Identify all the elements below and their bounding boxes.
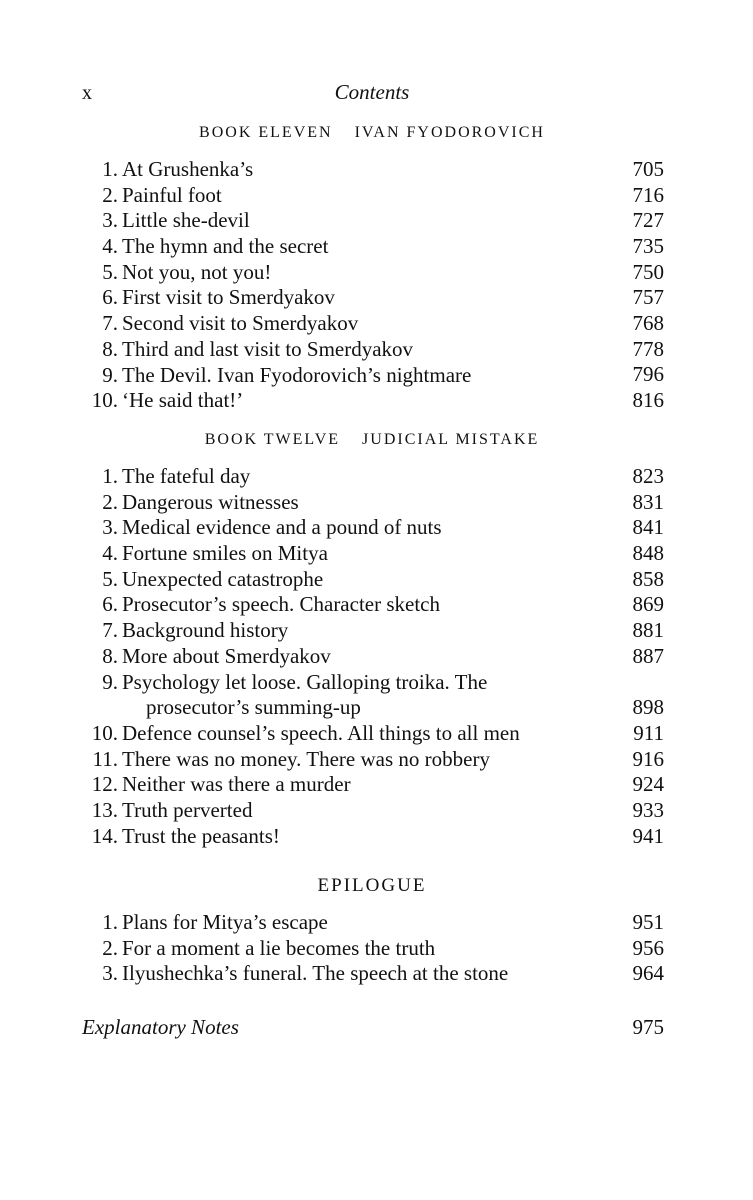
toc-entry [82, 183, 664, 209]
chapter-number: 9. [102, 669, 118, 694]
explanatory-notes-label: Explanatory Notes [82, 1015, 239, 1039]
book-eleven-heading [82, 124, 662, 142]
toc-entry [82, 363, 664, 389]
chapter-number: 8. [102, 643, 118, 668]
toc-entry [82, 567, 664, 593]
chapter-page-number: 951 [632, 909, 664, 934]
toc-entry [82, 208, 664, 234]
chapter-title-text: Painful foot [122, 182, 222, 207]
book-eleven-title: IVAN FYODOROVICH [354, 124, 545, 141]
toc-entry [82, 721, 664, 747]
book-eleven-label: BOOK ELEVEN [199, 124, 333, 141]
chapter-title-text: Ilyushechka’s funeral. The speech at the stone [122, 961, 509, 986]
chapter-title-text: Little she-devil [122, 208, 250, 233]
chapter-number: 3. [102, 515, 118, 540]
chapter-number: 7. [102, 311, 118, 336]
toc-entry [82, 285, 664, 311]
chapter-title [122, 961, 508, 987]
chapter-title-text: Neither was there a murder [122, 772, 351, 797]
toc-entry [82, 592, 664, 618]
chapter-title [122, 464, 250, 490]
chapter-page-number: 757 [632, 285, 664, 310]
toc-entry [82, 910, 664, 936]
chapter-title [122, 363, 471, 389]
chapter-title [122, 183, 222, 209]
chapter-title-text: First visit to Smerdyakov [122, 285, 335, 310]
page-folio: x [82, 82, 92, 104]
running-head [82, 80, 662, 110]
chapter-number: 6. [102, 285, 118, 310]
chapter-title [122, 208, 250, 234]
toc-entry [82, 670, 664, 721]
toc-entry [82, 157, 664, 183]
toc-entry [82, 798, 664, 824]
book-twelve-label: BOOK TWELVE [204, 431, 341, 448]
toc-entry [82, 337, 664, 363]
chapter-title-text: Medical evidence and a pound of nuts [122, 515, 442, 540]
toc-entry [82, 541, 664, 567]
chapter-title [122, 721, 520, 747]
chapter-title-text: Psychology let loose. Galloping troika. The [122, 669, 488, 694]
chapter-title [122, 541, 328, 567]
toc-entry [82, 515, 664, 541]
chapter-title-text: For a moment a lie becomes the truth [122, 935, 436, 960]
chapter-number: 2. [102, 182, 118, 207]
epilogue-heading: EPILOGUE [317, 875, 427, 896]
chapter-title-text: Background history [122, 618, 289, 643]
chapter-page-number: 735 [632, 234, 664, 259]
chapter-number: 4. [102, 234, 118, 259]
chapter-title [122, 567, 323, 593]
chapter-page-number: 716 [632, 182, 664, 207]
chapter-page-number: 705 [632, 156, 664, 181]
chapter-title [122, 936, 435, 962]
book-twelve-chapter-list [82, 464, 664, 849]
chapter-page-number: 848 [632, 541, 664, 566]
chapter-number: 3. [102, 961, 118, 986]
chapter-number: 8. [102, 336, 118, 361]
book-twelve-heading [82, 431, 662, 449]
chapter-title-text: Unexpected catastrophe [122, 566, 324, 591]
chapter-title-text: More about Smerdyakov [122, 643, 331, 668]
chapter-page-number: 916 [632, 746, 664, 771]
chapter-number: 11. [92, 746, 118, 771]
chapter-title [122, 234, 328, 260]
chapter-title-text: Dangerous witnesses [122, 489, 299, 514]
chapter-number: 4. [102, 541, 118, 566]
chapter-page-number: 823 [632, 463, 664, 488]
chapter-page-number: 750 [632, 259, 664, 284]
chapter-title-text: Third and last visit to Smerdyakov [122, 336, 414, 361]
chapter-number: 13. [91, 797, 118, 822]
chapter-title [122, 670, 487, 721]
chapter-number: 10. [91, 388, 118, 413]
toc-entry [82, 618, 664, 644]
chapter-number: 7. [102, 618, 118, 643]
chapter-title-text: At Grushenka’s [122, 157, 254, 181]
toc-entry [82, 234, 664, 260]
chapter-title [122, 337, 413, 363]
toc-entry [82, 824, 664, 850]
chapter-title-text: Fortune smiles on Mitya [122, 541, 328, 566]
chapter-title-text: There was no money. There was no robbery [122, 746, 490, 771]
chapter-title [122, 592, 440, 618]
chapter-title-text: The Devil. Ivan Fyodorovich’s nightmare [122, 362, 472, 387]
toc-entry [82, 260, 664, 286]
chapter-title [122, 644, 331, 670]
chapter-number: 1. [102, 910, 118, 934]
toc-entry [82, 772, 664, 798]
chapter-page-number: 898 [632, 695, 664, 720]
toc-entry [82, 961, 664, 987]
epilogue-chapter-list [82, 910, 664, 987]
chapter-title [122, 157, 253, 183]
chapter-number: 3. [102, 208, 118, 233]
chapter-title-text: Second visit to Smerdyakov [122, 311, 359, 336]
chapter-title-text: Defence counsel’s speech. All things to all men [122, 720, 520, 745]
chapter-page-number: 858 [632, 566, 664, 591]
toc-entry [82, 464, 664, 490]
chapter-number: 2. [102, 935, 118, 960]
chapter-number: 10. [91, 720, 118, 745]
chapter-number: 12. [91, 772, 118, 797]
explanatory-notes-entry [82, 1012, 664, 1042]
chapter-title [122, 910, 328, 936]
chapter-number: 6. [102, 592, 118, 617]
chapter-page-number: 796 [632, 362, 664, 387]
chapter-page-number: 956 [632, 935, 664, 960]
chapter-title-text: Plans for Mitya’s escape [122, 910, 328, 934]
chapter-title [122, 798, 252, 824]
chapter-title [122, 747, 490, 773]
chapter-title [122, 515, 442, 541]
chapter-page-number: 881 [632, 618, 664, 643]
chapter-page-number: 941 [632, 823, 664, 848]
toc-entry [82, 311, 664, 337]
chapter-page-number: 964 [632, 961, 664, 986]
chapter-number: 5. [102, 259, 118, 284]
chapter-page-number: 816 [632, 388, 664, 413]
chapter-page-number: 841 [632, 515, 664, 540]
toc-entry [82, 936, 664, 962]
chapter-title [122, 618, 288, 644]
chapter-title-text: Not you, not you! [122, 259, 272, 284]
chapter-number: 9. [102, 362, 118, 387]
chapter-page-number: 911 [633, 720, 664, 745]
chapter-title [122, 260, 271, 286]
running-head-title: Contents [334, 80, 410, 104]
chapter-page-number: 887 [632, 643, 664, 668]
chapter-title-text: The hymn and the secret [122, 234, 329, 259]
chapter-title [122, 388, 243, 414]
chapter-title-text: The fateful day [122, 464, 251, 488]
chapter-title-continuation: prosecutor’s summing-up [146, 695, 361, 720]
chapter-page-number: 869 [632, 592, 664, 617]
book-twelve-title: JUDICIAL MISTAKE [362, 431, 540, 448]
chapter-number: 1. [102, 464, 118, 488]
chapter-title-text: Truth perverted [122, 797, 253, 822]
toc-entry [82, 747, 664, 773]
chapter-number: 2. [102, 489, 118, 514]
chapter-page-number: 831 [632, 489, 664, 514]
chapter-page-number: 933 [632, 797, 664, 822]
chapter-title-text: Trust the peasants! [122, 823, 280, 848]
chapter-title-text: Prosecutor’s speech. Character sketch [122, 592, 440, 617]
chapter-number: 5. [102, 566, 118, 591]
book-eleven-chapter-list [82, 157, 664, 414]
chapter-page-number: 778 [632, 336, 664, 361]
chapter-title [122, 285, 335, 311]
chapter-number: 1. [102, 157, 118, 181]
chapter-title [122, 311, 358, 337]
chapter-number: 14. [91, 823, 118, 848]
chapter-page-number: 768 [632, 311, 664, 336]
chapter-page-number: 924 [632, 772, 664, 797]
chapter-title [122, 490, 299, 516]
chapter-title-text: ‘He said that!’ [122, 388, 244, 413]
toc-entry [82, 644, 664, 670]
chapter-title [122, 824, 280, 850]
chapter-page-number: 727 [632, 208, 664, 233]
toc-entry [82, 388, 664, 414]
chapter-title [122, 772, 351, 798]
explanatory-notes-page: 975 [632, 1015, 664, 1039]
toc-entry [82, 490, 664, 516]
